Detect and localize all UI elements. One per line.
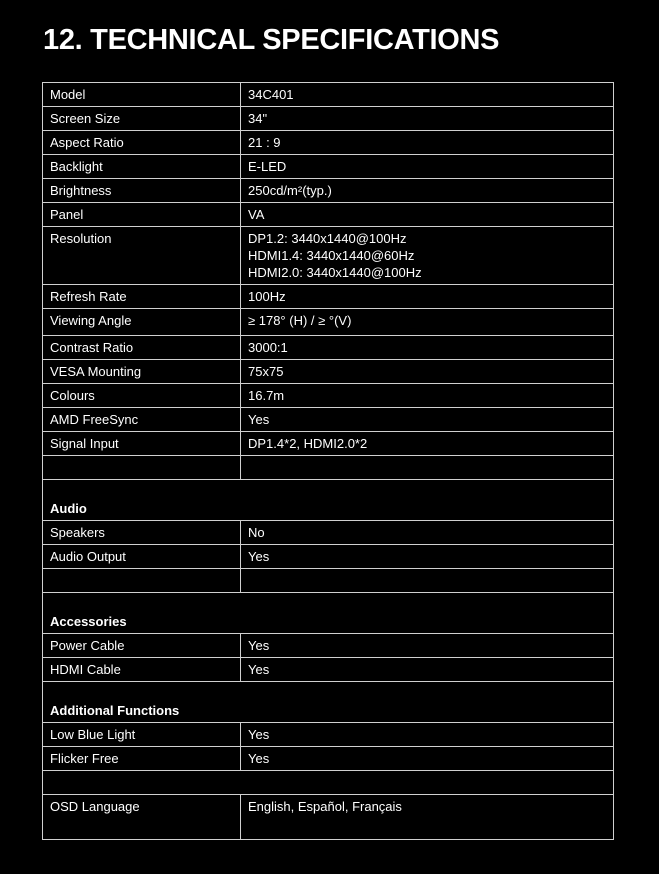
spec-value-screen-size: 34" — [241, 107, 614, 131]
resolution-line: HDMI2.0: 3440x1440@100Hz — [248, 265, 422, 280]
empty-cell — [43, 569, 241, 593]
table-row — [43, 432, 614, 456]
spec-label-contrast-ratio: Contrast Ratio — [43, 336, 241, 360]
spec-label-model: Model — [43, 83, 241, 107]
spec-value-osd-language: English, Español, Français — [241, 795, 614, 840]
table-row — [43, 360, 614, 384]
table-row — [43, 309, 614, 336]
spec-value-audio-output: Yes — [241, 545, 614, 569]
spec-value-aspect-ratio: 21 : 9 — [241, 131, 614, 155]
spec-label-aspect-ratio: Aspect Ratio — [43, 131, 241, 155]
table-row — [43, 336, 614, 360]
spec-value-refresh-rate: 100Hz — [241, 285, 614, 309]
table-row — [43, 408, 614, 432]
table-row — [43, 203, 614, 227]
empty-cell — [43, 456, 241, 480]
spec-label-brightness: Brightness — [43, 179, 241, 203]
spec-label-screen-size: Screen Size — [43, 107, 241, 131]
spec-value-speakers: No — [241, 521, 614, 545]
spec-value-hdmi-cable: Yes — [241, 658, 614, 682]
empty-row — [43, 771, 614, 795]
spec-label-audio-output: Audio Output — [43, 545, 241, 569]
spec-label-low-blue-light: Low Blue Light — [43, 723, 241, 747]
section-header-row — [43, 593, 614, 634]
spec-table — [42, 82, 614, 840]
section-heading-accessories: Accessories — [43, 593, 614, 634]
table-row — [43, 131, 614, 155]
table-row — [43, 227, 614, 285]
spec-label-signal-input: Signal Input — [43, 432, 241, 456]
spec-value-resolution — [241, 227, 614, 285]
spec-label-colours: Colours — [43, 384, 241, 408]
spec-label-backlight: Backlight — [43, 155, 241, 179]
table-row — [43, 155, 614, 179]
spec-label-speakers: Speakers — [43, 521, 241, 545]
table-row — [43, 658, 614, 682]
spec-value-colours: 16.7m — [241, 384, 614, 408]
table-row — [43, 634, 614, 658]
table-row — [43, 545, 614, 569]
table-row — [43, 747, 614, 771]
spec-label-panel: Panel — [43, 203, 241, 227]
spec-value-vesa-mounting: 75x75 — [241, 360, 614, 384]
section-heading-additional-functions: Additional Functions — [43, 682, 614, 723]
spec-label-osd-language: OSD Language — [43, 795, 241, 840]
table-row — [43, 179, 614, 203]
spec-label-resolution: Resolution — [43, 227, 241, 285]
spec-label-refresh-rate: Refresh Rate — [43, 285, 241, 309]
spec-label-amd-freesync: AMD FreeSync — [43, 408, 241, 432]
table-row — [43, 795, 614, 840]
table-row — [43, 521, 614, 545]
resolution-line: DP1.2: 3440x1440@100Hz — [248, 231, 407, 246]
table-row — [43, 285, 614, 309]
spec-label-viewing-angle: Viewing Angle — [43, 309, 241, 336]
empty-cell — [241, 456, 614, 480]
table-row — [43, 384, 614, 408]
empty-cell — [43, 771, 614, 795]
spec-label-vesa-mounting: VESA Mounting — [43, 360, 241, 384]
spec-value-signal-input: DP1.4*2, HDMI2.0*2 — [241, 432, 614, 456]
spec-value-flicker-free: Yes — [241, 747, 614, 771]
spec-label-hdmi-cable: HDMI Cable — [43, 658, 241, 682]
spec-value-contrast-ratio: 3000:1 — [241, 336, 614, 360]
resolution-line: HDMI1.4: 3440x1440@60Hz — [248, 248, 415, 263]
spec-value-viewing-angle: ≥ 178° (H) / ≥ °(V) — [241, 309, 614, 336]
section-header-row — [43, 480, 614, 521]
empty-row — [43, 569, 614, 593]
table-row — [43, 83, 614, 107]
section-heading-audio: Audio — [43, 480, 614, 521]
table-row — [43, 723, 614, 747]
page-title: 12. TECHNICAL SPECIFICATIONS — [43, 24, 500, 56]
spec-value-panel: VA — [241, 203, 614, 227]
table-row — [43, 107, 614, 131]
spec-label-power-cable: Power Cable — [43, 634, 241, 658]
empty-cell — [241, 569, 614, 593]
spec-value-backlight: E-LED — [241, 155, 614, 179]
spec-value-brightness: 250cd/m²(typ.) — [241, 179, 614, 203]
empty-row — [43, 456, 614, 480]
spec-value-low-blue-light: Yes — [241, 723, 614, 747]
spec-value-power-cable: Yes — [241, 634, 614, 658]
spec-value-model: 34C401 — [241, 83, 614, 107]
spec-label-flicker-free: Flicker Free — [43, 747, 241, 771]
section-header-row — [43, 682, 614, 723]
spec-value-amd-freesync: Yes — [241, 408, 614, 432]
